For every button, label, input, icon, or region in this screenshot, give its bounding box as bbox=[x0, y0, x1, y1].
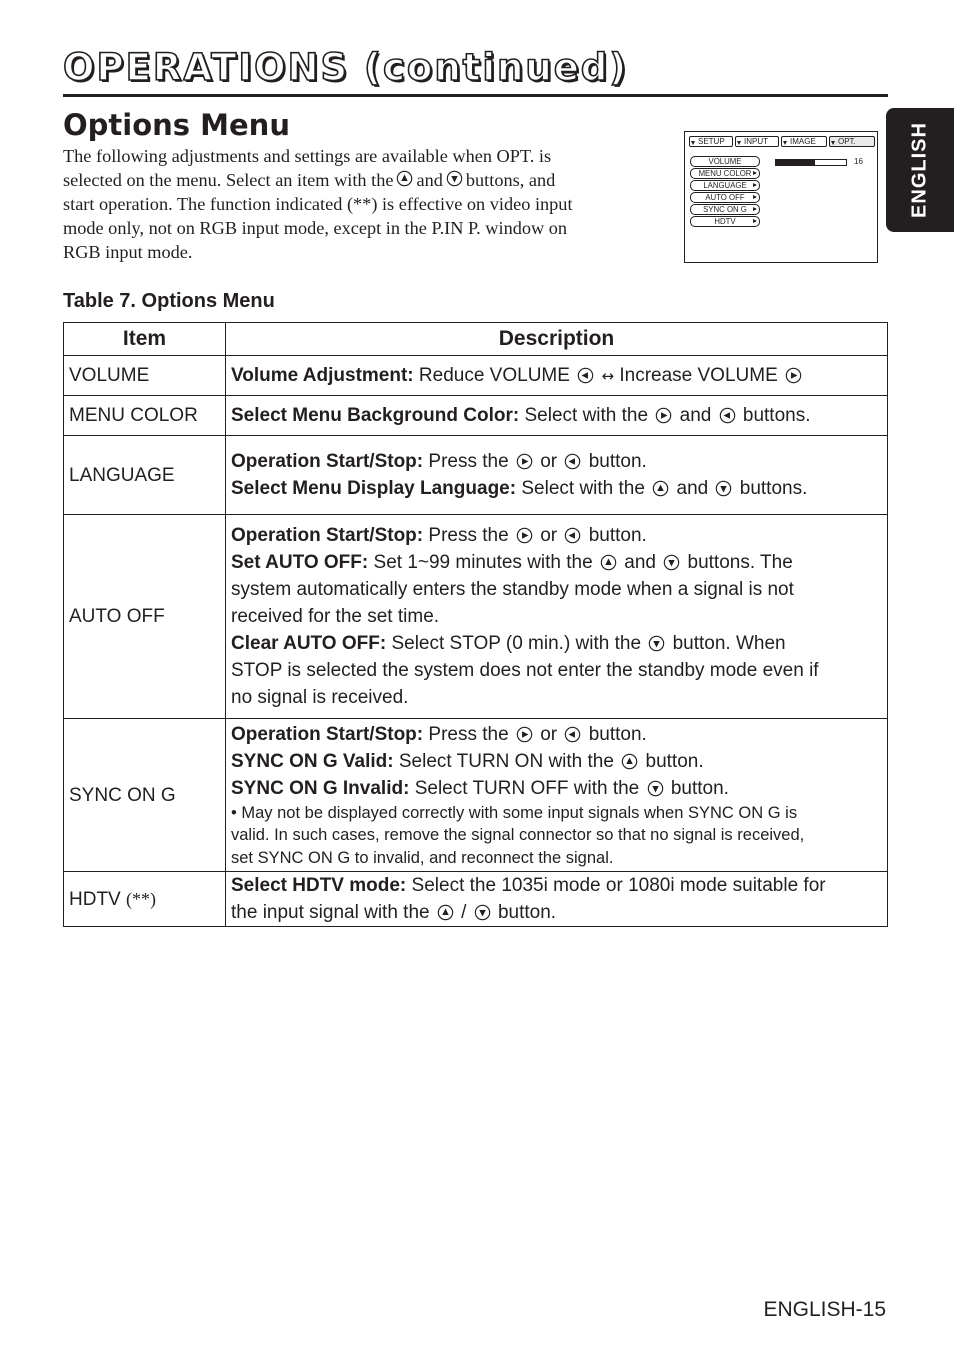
item-cell: SYNC ON G bbox=[64, 719, 226, 872]
up-button-icon bbox=[652, 480, 669, 497]
item-cell: HDTV (**) bbox=[64, 872, 226, 927]
page-number: ENGLISH-15 bbox=[763, 1298, 886, 1321]
page-header bbox=[63, 44, 888, 92]
intro-line: RGB input mode. bbox=[63, 242, 193, 262]
menu-item-volume: VOLUME bbox=[690, 156, 760, 167]
description-cell: Select Menu Background Color: Select with the and buttons. bbox=[226, 396, 888, 436]
column-header-item: Item bbox=[64, 323, 226, 356]
menu-item-menu-color: MENU COLOR bbox=[690, 168, 760, 179]
down-button-icon bbox=[648, 635, 665, 652]
volume-bar-fill bbox=[776, 160, 815, 165]
right-button-icon bbox=[785, 367, 802, 384]
double-arrow: ↔ bbox=[601, 366, 615, 385]
down-button-icon bbox=[474, 904, 491, 921]
menu-tab-setup: SETUP bbox=[689, 136, 733, 147]
menu-tab-opt: OPT. bbox=[829, 136, 875, 147]
menu-tab-image: IMAGE bbox=[781, 136, 827, 147]
description-cell: Volume Adjustment: Reduce VOLUME ↔ Increase VOLUME bbox=[226, 356, 888, 396]
video-only-note: (**) bbox=[126, 888, 157, 909]
left-button-icon bbox=[564, 453, 581, 470]
table-row bbox=[64, 356, 888, 396]
column-header-description: Description bbox=[226, 323, 888, 356]
description-cell: Select HDTV mode: Select the 1035i mode or 1080i mode suitable for the input signal with the / button. bbox=[226, 872, 888, 927]
right-button-icon bbox=[516, 726, 533, 743]
table-row bbox=[64, 396, 888, 436]
down-button-icon bbox=[647, 780, 664, 797]
intro-line: start operation. The function indicated (**) is effective on video input bbox=[63, 194, 573, 214]
volume-value: 16 bbox=[854, 157, 863, 166]
page-title: OPERATIONS (continued) bbox=[63, 46, 629, 89]
intro-line: selected on the menu. Select an item with the and buttons, and bbox=[63, 170, 556, 190]
description-cell: Operation Start/Stop: Press the or button. Set AUTO OFF: Set 1~99 minutes with the and buttons. The system automatically enters the standby mode when a signal is not received for the set time. Clear AUTO OFF: Select STOP (0 min.) with the button. When STOP is selected the system does not enter the standby mode even if no signal is received. bbox=[226, 515, 888, 719]
down-button-icon bbox=[663, 554, 680, 571]
menu-item-hdtv: HDTV bbox=[690, 216, 760, 227]
left-button-icon bbox=[564, 527, 581, 544]
menu-screen-illustration bbox=[684, 131, 878, 263]
down-button-icon bbox=[446, 170, 463, 187]
item-cell: MENU COLOR bbox=[64, 396, 226, 436]
menu-item-language: LANGUAGE bbox=[690, 180, 760, 191]
volume-bar bbox=[775, 159, 847, 166]
up-button-icon bbox=[600, 554, 617, 571]
left-button-icon bbox=[719, 407, 736, 424]
right-button-icon bbox=[516, 453, 533, 470]
up-button-icon bbox=[396, 170, 413, 187]
item-cell: LANGUAGE bbox=[64, 436, 226, 515]
description-cell: Operation Start/Stop: Press the or button. SYNC ON G Valid: Select TURN ON with the button. SYNC ON G Invalid: Select TURN OFF with the button. • May not be displayed correctly with some input signals when SYNC ON G is valid. In such cases, remove the signal connector so that no signal is received, set SYNC ON G to invalid, and reconnect the signal. bbox=[226, 719, 888, 872]
table-row bbox=[64, 872, 888, 927]
section-title: Options Menu bbox=[63, 108, 290, 142]
item-cell: AUTO OFF bbox=[64, 515, 226, 719]
intro-paragraph bbox=[63, 144, 653, 264]
table-title: Table 7. Options Menu bbox=[63, 290, 275, 312]
table-row bbox=[64, 436, 888, 515]
right-button-icon bbox=[655, 407, 672, 424]
left-button-icon bbox=[564, 726, 581, 743]
table-row bbox=[64, 719, 888, 872]
down-button-icon bbox=[715, 480, 732, 497]
options-table bbox=[63, 322, 888, 927]
table-header-row bbox=[64, 323, 888, 356]
up-button-icon bbox=[437, 904, 454, 921]
intro-line: mode only, not on RGB input mode, except in the P.IN P. window on bbox=[63, 218, 568, 238]
menu-tab-input: INPUT bbox=[735, 136, 779, 147]
language-tab-label: ENGLISH bbox=[908, 122, 931, 218]
note-line: • May not be displayed correctly with some input signals when SYNC ON G is bbox=[231, 803, 798, 822]
left-button-icon bbox=[577, 367, 594, 384]
up-button-icon bbox=[621, 753, 638, 770]
header-rule bbox=[63, 94, 888, 97]
language-tab bbox=[886, 108, 954, 232]
note-line: valid. In such cases, remove the signal connector so that no signal is received, bbox=[231, 826, 805, 845]
menu-tabs bbox=[689, 136, 875, 148]
menu-item-sync-on-g: SYNC ON G bbox=[690, 204, 760, 215]
menu-items bbox=[690, 156, 760, 228]
note-line: set SYNC ON G to invalid, and reconnect the signal. bbox=[231, 848, 614, 867]
intro-line: The following adjustments and settings are available when OPT. is bbox=[63, 146, 552, 166]
table-row bbox=[64, 515, 888, 719]
menu-item-auto-off: AUTO OFF bbox=[690, 192, 760, 203]
item-cell: VOLUME bbox=[64, 356, 226, 396]
description-cell: Operation Start/Stop: Press the or button. Select Menu Display Language: Select with the and buttons. bbox=[226, 436, 888, 515]
right-button-icon bbox=[516, 527, 533, 544]
